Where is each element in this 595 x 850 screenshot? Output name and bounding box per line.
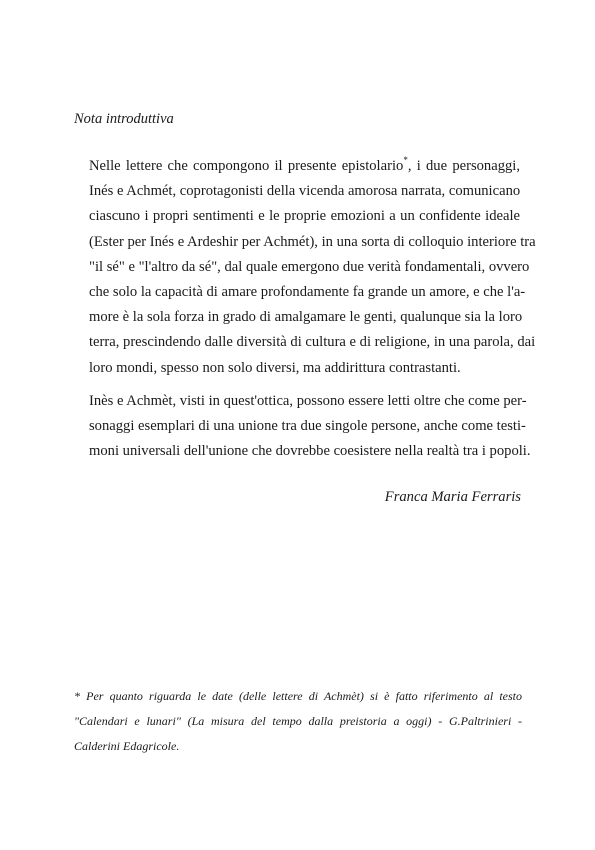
footnote-marker: * [403, 155, 408, 165]
footnote-line: Calderini Edagricole. [74, 738, 180, 753]
paragraph-line: moni universali dell'unione che dovrebbe coesistere nella realtà tra i popoli. [89, 443, 531, 460]
paragraph-line: che solo la capacità di amare profondamente fa grande un amore, e che l'a- [89, 284, 526, 301]
footnote-line: * Per quanto riguarda le date (delle lettere di Achmèt) si è fatto riferimento al testo [74, 689, 522, 703]
paragraph-intro [75, 154, 536, 381]
paragraph-text: , i due personaggi, [407, 158, 520, 174]
paragraph-line: loro mondi, spesso non solo diversi, ma addirittura contrastanti. [89, 359, 461, 376]
footnote-line: "Calendari e lunari" (La misura del tempo dalla preistoria a oggi) - G.Paltrinieri - [74, 713, 522, 728]
paragraph-text: Nelle lettere che compongono il presente epistolario [89, 158, 404, 174]
paragraph-line: ciascuno i propri sentimenti e le proprie emozioni a un confidente ideale [89, 208, 520, 225]
author-signature: Franca Maria Ferraris [384, 489, 521, 505]
paragraph-line: "il sé" e "l'altro da sé", dal quale emergono due verità fondamentali, ovvero [89, 258, 530, 275]
paragraph-line: terra, prescindendo dalle diversità di cultura e di religione, in una parola, dai [89, 334, 536, 351]
paragraph-line [75, 154, 520, 179]
paragraph-line: Inès e Achmèt, visti in quest'ottica, possono essere letti oltre che come per- [89, 393, 527, 409]
paragraph-line: more è la sola forza in grado di amalgamare le genti, qualunque sia la loro [89, 309, 523, 326]
paragraph-line: sonaggi esemplari di una unione tra due singole persone, anche come testi- [89, 418, 526, 435]
paragraph-line: (Ester per Inés e Ardeshir per Achmét), in una sorta di colloquio interiore tra [89, 233, 536, 250]
footnote [74, 684, 522, 758]
paragraph-second [75, 389, 531, 465]
section-heading: Nota introduttiva [74, 111, 174, 127]
paragraph-line: Inés e Achmét, coprotagonisti della vicenda amorosa narrata, comunicano [89, 183, 521, 200]
